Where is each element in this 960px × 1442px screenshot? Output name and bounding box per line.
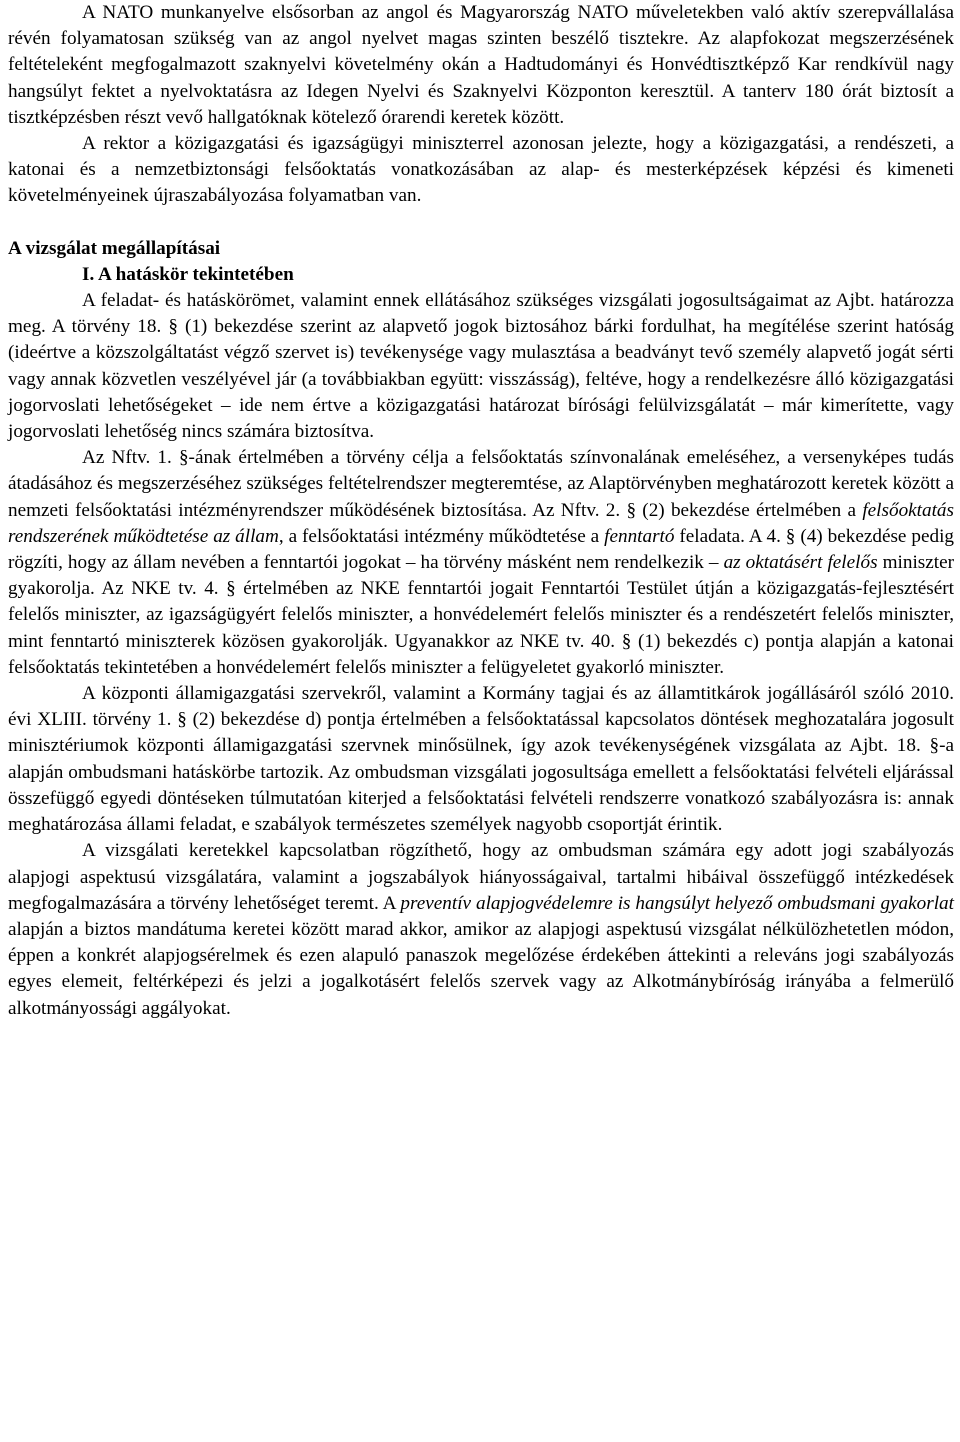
paragraph-investigation-framework [8, 838, 954, 1021]
section-heading: A vizsgálat megállapításai [8, 237, 221, 259]
text-run: Az Nftv. 1. §-ának értelmében a törvény célja a felsőoktatás színvonalának emeléséhez, a versenyképes tudás átadásához és megszerzéséhez szükséges feltételrendszer megteremtése, az Alaptörvényben meghatározott keretek között a nemzeti felsőoktatási intézményrendszer működésének biztosítása. Az Nftv. 2. § (2) bekezdése értelmében a [8, 447, 954, 521]
paragraph-competence: A feladat- és hatáskörömet, valamint ennek ellátásához szükséges vizsgálati jogosultságaimat az Ajbt. határozza meg. A törvény 18. § (1) bekezdése szerint az alapvető jogok biztosához bárki fordulhat, ha megítélése szerint hatóság (ideértve a közszolgáltatást végző szervet is) tevékenysége vagy mulasztása a beadványt tevő személy alapvető jogát sérti vagy annak közvetlen veszélyével jár (a továbbiakban együtt: visszásság), feltéve, hogy a rendelkezésre álló közigazgatási jogorvoslati lehetőségeket – ide nem értve a közigazgatási határozat bírósági felülvizsgálatát – már kimerítette, vagy jogorvoslati lehetőség nincs számára biztosítva. [8, 290, 954, 443]
text-run: alapján a biztos mandátuma keretei között marad akkor, amikor az alapjogi aspektusú vizsgálat nélkülözhetetlen módon, éppen a konkrét alapjogsérelmek és ezen alapuló panaszok megelőzése érdekében áttekinti a releváns jogi szabályozás egyes elemeit, feltérképezi és jelzi a jogalkotásért felelős szervek vagy az Alkotmánybíróság irányába a felmerülő alkotmányossági aggályokat. [8, 918, 954, 1019]
text-run: feladata. A 4. § (4) bekezdése pedig rögzíti, hogy az állam nevében a fenntartói jogokat – ha törvény másként nem rendelkezik – [8, 525, 954, 574]
subsection-heading: I. A hatáskör tekintetében [82, 263, 294, 285]
paragraph-nftv [8, 445, 954, 681]
paragraph-nato-language: A NATO munkanyelve elsősorban az angol és Magyarország NATO műveletekben való aktív szerepvállalása révén folyamatosan szükség van az angol nyelvet magas szinten beszélő tisztekre. Az alapfokozat megszerzésének feltételeként megfogalmazott szaknyelvi követelmény okán a Hadtudományi és Honvédtisztképző Kar rendkívül nagy hangsúlyt fektet a nyelvoktatásra az Idegen Nyelvi és Szaknyelvi Központon keresztül. A tanterv 180 órát biztosít a tisztképzésben részt vevő hallgatóknak kötelező órarendi keretek között. [8, 2, 954, 128]
italic-run: fenntartó [604, 525, 675, 547]
paragraph-central-administration: A központi államigazgatási szervekről, valamint a Kormány tagjai és az államtitkárok jogállásáról szóló 2010. évi XLIII. törvény 1. § (2) bekezdése d) pontja értelmében a felsőoktatással kapcsolatos döntések meghozatalára jogosult minisztériumok központi államigazgatási szervnek minősülnek, így azok tevékenységének vizsgálata az Ajbt. 18. §-a alapján ombudsmani hatáskörbe tartozik. Az ombudsman vizsgálati jogosultsága emellett a felsőoktatási felvételi eljárással összefüggő egyedi döntéseken túlmutatóan kiterjed a felsőoktatási felvételi rendszerre vonatkozó szabályozásra is: annak meghatározása állami feladat, e szabályok természetes személyek nagyobb csoportját érintik. [8, 683, 954, 836]
text-run: miniszter gyakorolja. Az NKE tv. 4. § értelmében az NKE fenntartói jogait Fenntartói Testület útján a közigazgatás-fejlesztésért felelős miniszter, az igazságügyért felelős miniszter, a honvédelemért felelős miniszter és a rendészetért felelős miniszter, mint fenntartó miniszterek közösen gyakorolják. Ugyanakkor az NKE tv. 40. § (1) bekezdés c) pontja alapján a katonai felsőoktatás tekintetében a honvédelemért felelős miniszter a felügyeletet gyakorló miniszter. [8, 552, 954, 678]
paragraph-rector-statement: A rektor a közigazgatási és igazságügyi miniszterrel azonosan jelezte, hogy a közigazgatási, a rendészeti, a katonai és a nemzetbiztonsági felsőoktatás vonatkozásában az alap- és mesterképzések képzési és kimeneti követelményeinek újraszabályozása folyamatban van. [8, 133, 954, 207]
italic-run: preventív alapjogvédelemre is hangsúlyt helyező ombudsmani gyakorlat [400, 892, 954, 914]
italic-run: az oktatásért felelős [723, 552, 878, 574]
italic-run: felsőoktatás rendszerének működtetése az állam [8, 499, 954, 547]
text-run: , a felsőoktatási intézmény működtetése a [278, 525, 605, 547]
text-run: A vizsgálati keretekkel kapcsolatban rögzíthető, hogy az ombudsman számára egy adott jogi szabályozás alapjogi aspektusú vizsgálatára, valamint a jogszabályok hiányosságaival, tartalmi hibáival összefüggő intézkedések megfogalmazására a törvény lehetőséget teremt. A [8, 840, 954, 914]
